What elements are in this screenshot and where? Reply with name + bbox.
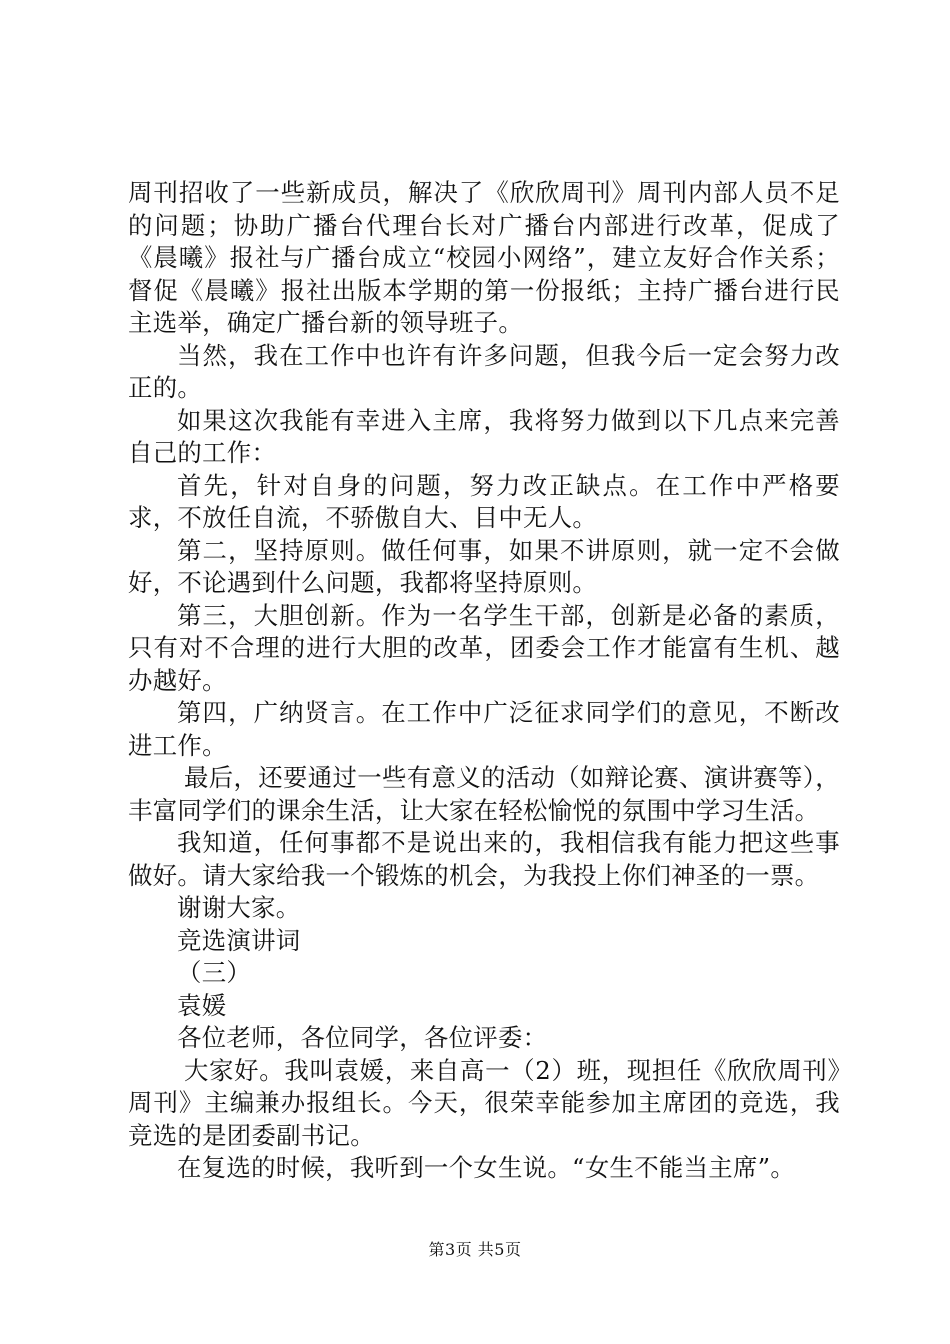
paragraph-16: 在复选的时候，我听到一个女生说。“女生不能当主席”。 bbox=[177, 1153, 796, 1182]
paragraph-7: 第四，广纳贤言。在工作中广泛征求同学们的意见，不断改进工作。 bbox=[128, 698, 840, 760]
paragraph-9: 我知道，任何事都不是说出来的，我相信我有能力把这些事做好。请大家给我一个锻炼的机会，为我投上你们神圣的一票。 bbox=[128, 828, 840, 890]
speaker-name: 袁媛 bbox=[177, 990, 227, 1020]
paragraph-2: 当然，我在工作中也许有许多问题，但我今后一定会努力改正的。 bbox=[128, 340, 840, 402]
paragraph-3: 如果这次我能有幸进入主席，我将努力做到以下几点来完善自己的工作： bbox=[128, 405, 840, 467]
document-body bbox=[128, 177, 840, 1185]
paragraph-5: 第二，坚持原则。做任何事，如果不讲原则，就一定不会做好，不论遇到什么问题，我都将坚持原则。 bbox=[128, 535, 840, 597]
page-footer: 第3页 共5页 bbox=[428, 1240, 522, 1259]
paragraph-1: 周刊招收了一些新成员，解决了《欣欣周刊》周刊内部人员不足的问题；协助广播台代理台长对广播台内部进行改革，促成了《晨曦》报社与广播台成立“校园小网络”，建立友好合作关系；督促《晨曦》报社出版本学期的第一份报纸；主持广播台进行民主选举，确定广播台新的领导班子。 bbox=[128, 178, 840, 337]
paragraph-8: 最后，还要通过一些有意义的活动（如辩论赛、演讲赛等），丰富同学们的课余生活，让大家在轻松愉悦的氛围中学习生活。 bbox=[128, 763, 840, 825]
paragraph-6: 第三，大胆创新。作为一名学生干部，创新是必备的素质，只有对不合理的进行大胆的改革，团委会工作才能富有生机、越办越好。 bbox=[128, 600, 840, 695]
speech-number: （三） bbox=[177, 958, 252, 987]
paragraph-10: 谢谢大家。 bbox=[177, 893, 301, 922]
paragraph-4: 首先，针对自身的问题，努力改正缺点。在工作中严格要求，不放任自流，不骄傲自大、目中无人。 bbox=[128, 470, 840, 532]
paragraph-15: 大家好。我叫袁媛，来自高一（2）班，现担任《欣欣周刊》周刊》主编兼办报组长。今天，很荣幸能参加主席团的竞选，我竞选的是团委副书记。 bbox=[128, 1055, 840, 1150]
salutation: 各位老师，各位同学，各位评委： bbox=[177, 1023, 548, 1052]
speech-title: 竞选演讲词 bbox=[177, 925, 301, 955]
